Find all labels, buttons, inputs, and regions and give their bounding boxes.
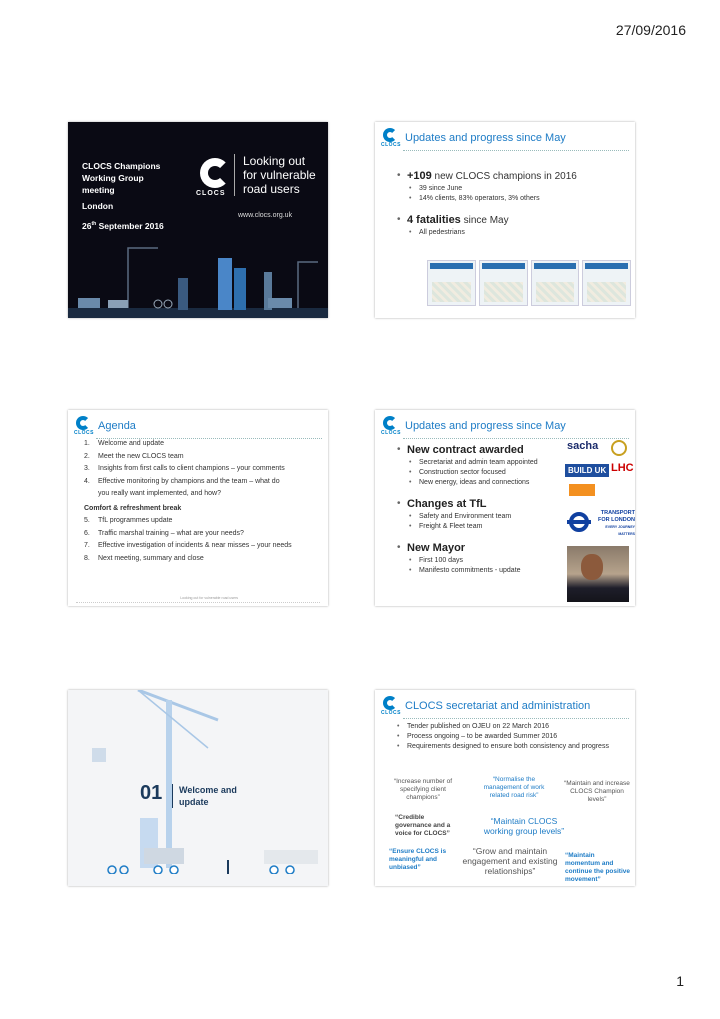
title-text [82,160,178,232]
website-url: www.clocs.org.uk [238,212,293,219]
agenda-item: 2. Meet the new CLOCS team [84,452,184,460]
map-thumbnail [582,260,631,306]
map-thumbnail [427,260,476,306]
sub-bullet: • New energy, ideas and connections [409,479,559,486]
page-date: 27/09/2016 [615,22,686,38]
clocs-logo: CLOCS [74,416,94,438]
slide-title [68,122,328,318]
seal-logo-icon [611,440,627,456]
agenda-item: 6. Traffic marshal training – what are your needs? [84,529,244,537]
quote: “Normalise the management of work related road risk” [483,776,545,799]
clocs-logo-text: CLOCS [196,190,226,197]
sub-bullet: • First 100 days [409,557,559,564]
agenda-break: Comfort & refreshment break [84,504,182,512]
clocs-logo: CLOCS [381,128,401,150]
build-uk-logo: BUILD UK [565,464,609,477]
bullet-heading: • New contract awarded [397,444,559,456]
slide-title: Updates and progress since May [405,132,566,144]
sub-bullet: • Safety and Environment team [409,513,559,520]
agenda-item: 1. Welcome and update [84,440,165,447]
bullet-list [397,436,559,574]
section-number: 01 [140,782,163,804]
bullet-list [397,720,627,750]
bullet-fatalities: • 4 fatalities since May [397,214,627,226]
agenda-item: 7. Effective investigation of incidents & near misses – your needs [84,542,292,549]
agenda-item: 8. Next meeting, summary and close [84,554,204,562]
slide-agenda [68,410,328,606]
quote: “Increase number of specifying client champions” [393,778,453,801]
slide-title: Agenda [98,420,136,432]
meeting-location: London [82,201,114,211]
lhc-logo: LHC [611,462,634,474]
slide-secretariat [375,690,635,886]
bullet: • Tender published on OJEU on 22 March 2016 [397,723,627,730]
agenda-item: 3. Insights from first calls to client champions – your comments [84,465,285,472]
incident-map-thumbnails [427,260,631,306]
slide-title: CLOCS secretariat and administration [405,700,591,712]
slide-updates-progress [375,122,635,318]
clocs-logo: CLOCS [381,416,401,438]
quote: “Ensure CLOCS is meaningful and unbiased” [389,848,447,871]
sub-bullet: • 14% clients, 83% operators, 3% others [409,195,627,202]
bullet-champions: • +109 new CLOCS champions in 2016 [397,170,627,182]
slide-updates-contract [375,410,635,606]
map-thumbnail [531,260,580,306]
sacha-logo: sacha [567,440,599,452]
sub-bullet: • 39 since June [409,185,627,192]
slide-footer: Looking out for vulnerable road users [180,596,238,600]
mayor-photo [567,546,629,602]
bullet: • Process ongoing – to be awarded Summer 2016 [397,733,627,740]
tfl-logo-text: TRANSPORT FOR LONDON EVERY JOURNEY MATTERS [598,510,635,536]
agenda-item: 5. TfL programmes update [84,517,173,524]
quote: “Maintain CLOCS working group levels” [483,816,565,836]
agenda-list [84,438,320,565]
tagline: Looking out for vulnerable road users [234,154,316,196]
clocs-logo: CLOCS [381,696,401,718]
quote: “Grow and maintain engagement and existing relationships” [462,846,558,876]
slide-section [68,690,328,886]
quote: “Maintain momentum and continue the positive movement” [565,852,631,883]
agenda-item: 4. Effective monitoring by champions and the team – what do [84,477,280,485]
bullet: • Requirements designed to ensure both consistency and progress [397,743,627,750]
bullet-heading: • Changes at TfL [397,498,559,510]
map-thumbnail [479,260,528,306]
meeting-date: 26th September 2016 [82,220,164,231]
sub-bullet: • All pedestrians [409,229,627,236]
clocs-logo-icon [200,158,230,188]
partner-logo-icon [569,484,595,496]
sub-bullet: • Freight & Fleet team [409,523,559,530]
city-skyline-icon [68,228,328,318]
sub-bullet: • Secretariat and admin team appointed [409,459,559,466]
slide-title: Updates and progress since May [405,420,566,432]
quote: “Maintain and increase CLOCS Champion levels” [564,780,630,803]
meeting-title: CLOCS Champions Working Group meeting [82,161,161,195]
tfl-roundel-icon [569,512,589,532]
sub-bullet: • Construction sector focused [409,469,559,476]
bullet-heading: • New Mayor [397,542,559,554]
page-number: 1 [676,973,684,989]
agenda-item-continued: you really want implemented, and how? [98,490,221,497]
quote: “Credible governance and a voice for CLOCS” [395,814,451,837]
bullet-list [397,162,627,236]
sub-bullet: • Manifesto commitments - update [409,567,559,574]
section-title: Welcome and update [172,784,237,808]
